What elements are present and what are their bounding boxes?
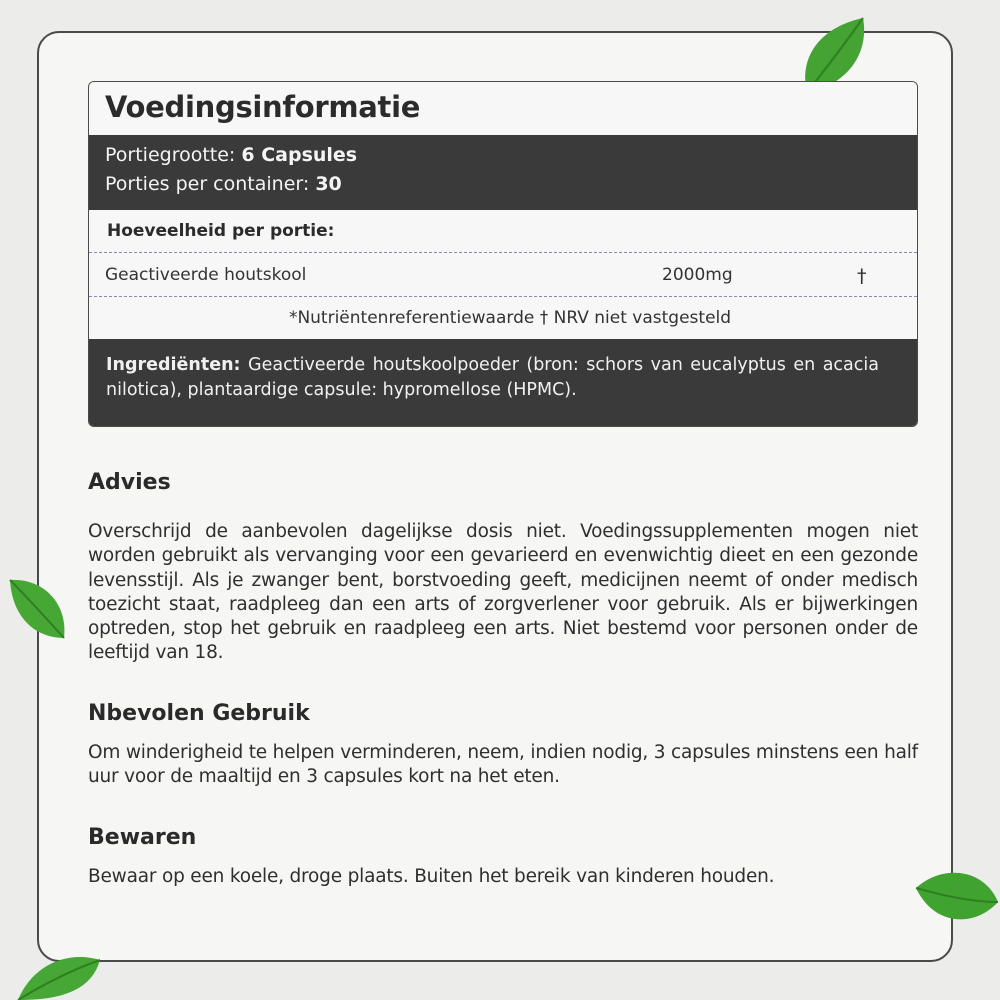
amount-per-serving-label: Hoeveelheid per portie: [107,221,335,241]
servings-per-container-value: 30 [315,173,342,195]
ingredients-label: Ingrediënten: [106,355,241,375]
amount-per-serving-header [89,210,917,253]
leaf-icon [4,572,74,644]
ingredients-block [89,339,917,427]
ingredient-name: Geactiveerde houtskool [105,265,307,285]
bewaren-heading: Bewaren [88,825,197,850]
nrv-footnote: *Nutriëntenreferentiewaarde † NRV niet vastgesteld [288,308,732,328]
gebruik-heading: Nbevolen Gebruik [88,701,310,726]
ingredient-row [89,253,917,297]
serving-info [89,135,917,210]
bewaren-text: Bewaar op een koele, droge plaats. Buiten het bereik van kinderen houden. [88,866,775,887]
gebruik-text: Om winderigheid te helpen verminderen, neem, indien nodig, 3 capsules minstens een half uur voor de maaltijd en 3 capsules kort na het eten. [88,742,918,788]
ingredient-amount: 2000mg [662,265,733,285]
serving-size-value: 6 Capsules [241,144,358,166]
nutrition-title: Voedingsinformatie [105,90,421,124]
servings-per-container-row [105,173,342,195]
ingredients-text: Geactiveerde houtskoolpoeder (bron: schors van eucalyptus en acacia nilotica), plantaardige capsule: hypromellose (HPMC). [106,355,879,400]
servings-per-container-label: Porties per container: [105,173,310,195]
leaf-icon [912,862,1000,942]
nrv-mark: † [857,265,867,287]
nutrition-title-bar [89,82,917,135]
nutrition-panel [88,81,918,427]
serving-size-row [105,144,357,166]
serving-size-label: Portiegrootte: [105,144,236,166]
leaf-icon [14,944,104,1000]
advies-text: Overschrijd de aanbevolen dagelijkse dosis niet. Voedingssupplementen mogen niet worden gebruikt als vervanging voor een gevarieerd en evenwichtig dieet en een gezonde levensstijl. Als je zwanger bent, borstvoeding geeft, medicijnen neemt of onder medisch toezicht staat, raadpleeg dan een arts of zorgverlener voor gebruik. Als er bijwerkingen optreden, stop het gebruik en raadpleeg een arts. Niet bestemd voor personen onder de leeftijd van 18. [88,521,918,664]
advies-heading: Advies [88,470,171,495]
